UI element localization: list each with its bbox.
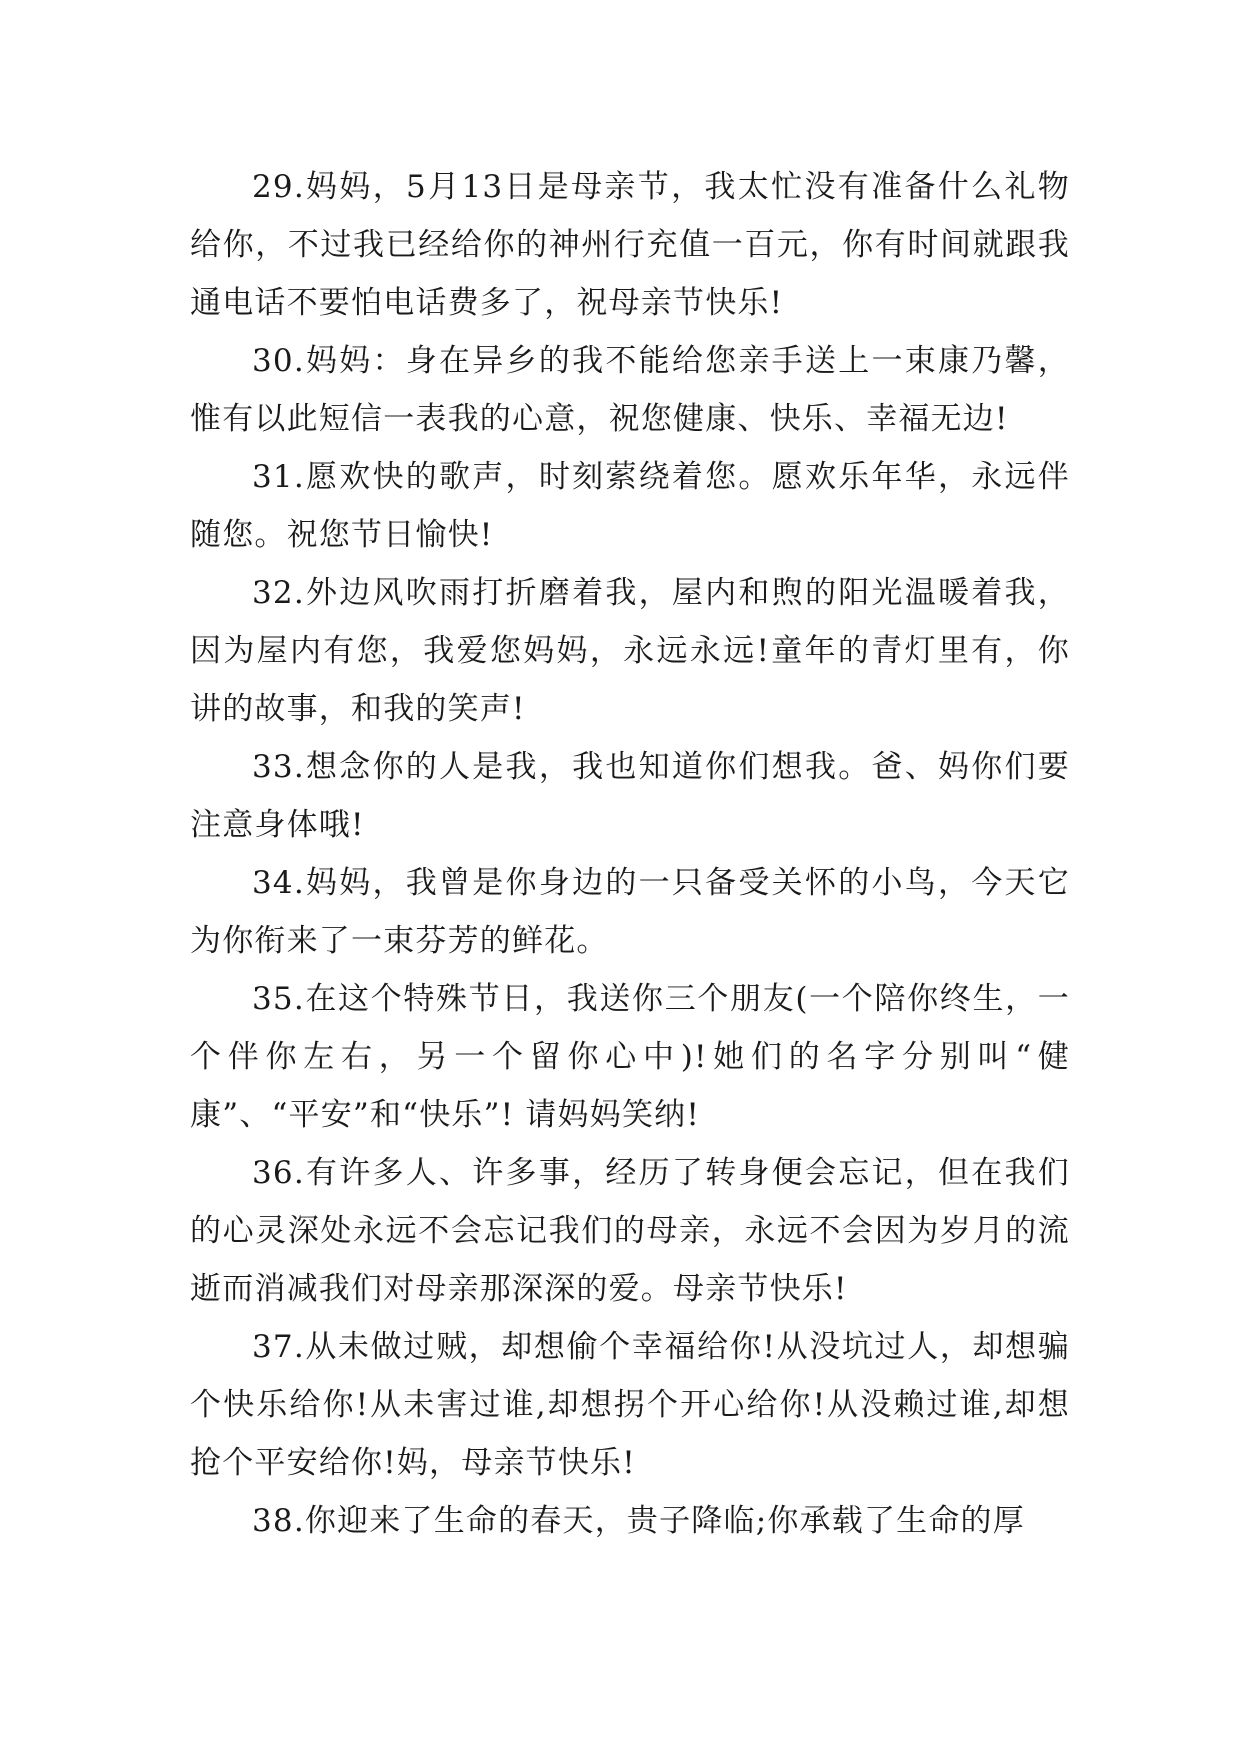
paragraph-29: 29.妈妈，5月13日是母亲节，我太忙没有准备什么礼物给你，不过我已经给你的神州行充值一百元，你有时间就跟我通电话不要怕电话费多了，祝母亲节快乐!	[190, 169, 1070, 321]
paragraph-31: 31.愿欢快的歌声，时刻萦绕着您。愿欢乐年华，永远伴随您。祝您节日愉快!	[190, 459, 1070, 553]
paragraph-34: 34.妈妈，我曾是你身边的一只备受关怀的小鸟，今天它为你衔来了一束芬芳的鲜花。	[190, 865, 1070, 959]
paragraph-33: 33.想念你的人是我，我也知道你们想我。爸、妈你们要注意身体哦!	[190, 749, 1070, 843]
paragraph-36: 36.有许多人、许多事，经历了转身便会忘记，但在我们的心灵深处永远不会忘记我们的母亲，永远不会因为岁月的流逝而消减我们对母亲那深深的爱。母亲节快乐!	[190, 1155, 1070, 1307]
paragraph-37: 37.从未做过贼，却想偷个幸福给你!从没坑过人，却想骗个快乐给你!从未害过谁,却想拐个开心给你!从没赖过谁,却想抢个平安给你!妈，母亲节快乐!	[190, 1329, 1070, 1481]
paragraph-30: 30.妈妈：身在异乡的我不能给您亲手送上一束康乃馨，惟有以此短信一表我的心意，祝您健康、快乐、幸福无边!	[190, 343, 1070, 437]
document-body	[190, 158, 1070, 1550]
paragraph-35: 35.在这个特殊节日，我送你三个朋友(一个陪你终生，一个伴你左右，另一个留你心中)!她们的名字分别叫“健康”、“平安”和“快乐”! 请妈妈笑纳!	[190, 981, 1070, 1133]
paragraph-38: 38.你迎来了生命的春天，贵子降临;你承载了生命的厚	[252, 1503, 1025, 1539]
paragraph-32: 32.外边风吹雨打折磨着我，屋内和煦的阳光温暖着我，因为屋内有您，我爱您妈妈，永远永远!童年的青灯里有，你讲的故事，和我的笑声!	[190, 575, 1070, 727]
